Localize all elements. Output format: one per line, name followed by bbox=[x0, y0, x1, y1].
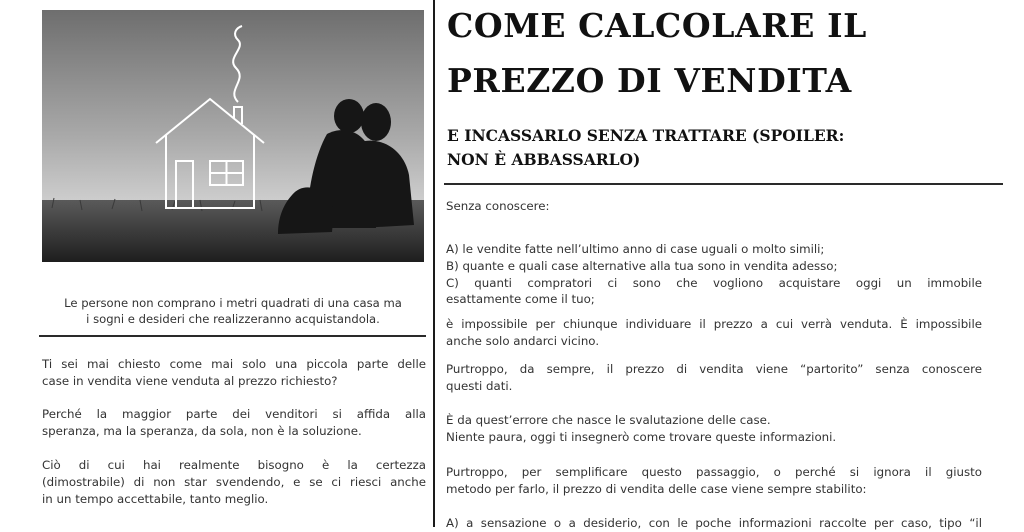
paragraph-line: Perché la maggior parte dei venditori si affida alla bbox=[42, 407, 426, 421]
list-item: esattamente come il tuo; bbox=[446, 292, 595, 307]
paragraph-line: Purtroppo, da sempre, il prezzo di vendita viene “partorito” senza conoscere bbox=[446, 362, 982, 376]
title-line: PREZZO DI VENDITA bbox=[447, 61, 852, 100]
right-paragraph bbox=[446, 464, 982, 498]
paragraph-line: metodo per farlo, il prezzo di vendita delle case viene sempre stabilito: bbox=[446, 481, 867, 496]
subtitle-line: E INCASSARLO SENZA TRATTARE (SPOILER: bbox=[447, 126, 845, 145]
left-paragraph bbox=[42, 406, 426, 440]
paragraph-line: in un tempo accettabile, tanto meglio. bbox=[42, 491, 269, 506]
right-paragraph bbox=[446, 316, 982, 350]
article-title bbox=[447, 0, 1007, 108]
title-line: COME CALCOLARE IL bbox=[447, 6, 867, 45]
paragraph-line: questi dati. bbox=[446, 378, 513, 393]
left-paragraph bbox=[42, 457, 426, 507]
caption-line: i sogni e desideri che realizzeranno acquistandola. bbox=[86, 311, 380, 326]
paragraph-line: è impossibile per chiunque individuare il prezzo a cui verrà venduta. È impossibile bbox=[446, 317, 982, 331]
paragraph-line: Niente paura, oggi ti insegnerò come trovare queste informazioni. bbox=[446, 429, 837, 444]
section-divider bbox=[444, 183, 1003, 185]
left-column bbox=[0, 0, 434, 527]
list-item: A) le vendite fatte nell’ultimo anno di case uguali o molto simili; bbox=[446, 242, 825, 256]
photo-caption bbox=[40, 295, 426, 327]
paragraph-line: (dimostrabile) di non star svendendo, e se ci riesci anche bbox=[42, 474, 426, 489]
article-subtitle bbox=[447, 124, 987, 172]
paragraph-line: Ti sei mai chiesto come mai solo una piccola parte delle bbox=[42, 357, 426, 371]
intro-text: Senza conoscere: bbox=[446, 199, 550, 213]
photo-illustration bbox=[42, 10, 424, 262]
paragraph-line: case in vendita viene venduta al prezzo richiesto? bbox=[42, 373, 338, 388]
list-item: B) quante e quali case alternative alla tua sono in vendita adesso; bbox=[446, 258, 838, 273]
caption-line: Le persone non comprano i metri quadrati di una casa ma bbox=[64, 295, 402, 310]
couple-house-photo bbox=[42, 10, 424, 262]
right-paragraph bbox=[446, 515, 982, 532]
paragraph-line: Purtroppo, per semplificare questo passaggio, o perché si ignora il giusto bbox=[446, 465, 982, 479]
paragraph-line: anche solo andarci vicino. bbox=[446, 333, 600, 348]
paragraph-line: A) a sensazione o a desiderio, con le poche informazioni raccolte per caso, tipo “il bbox=[446, 516, 982, 530]
list-item: C) quanti compratori ci sono che vogliono acquistare oggi un immobile bbox=[446, 275, 982, 290]
right-paragraph bbox=[446, 412, 982, 446]
left-paragraph bbox=[42, 356, 426, 390]
right-paragraph bbox=[446, 361, 982, 395]
paragraph-line: È da quest’errore che nasce le svalutazione delle case. bbox=[446, 413, 771, 427]
paragraph-line: Ciò di cui hai realmente bisogno è la certezza bbox=[42, 458, 426, 472]
section-divider bbox=[39, 335, 426, 337]
conditions-list bbox=[446, 241, 982, 308]
subtitle-line: NON È ABBASSARLO) bbox=[447, 150, 641, 169]
paragraph-line: speranza, ma la speranza, da sola, non è la soluzione. bbox=[42, 423, 362, 438]
